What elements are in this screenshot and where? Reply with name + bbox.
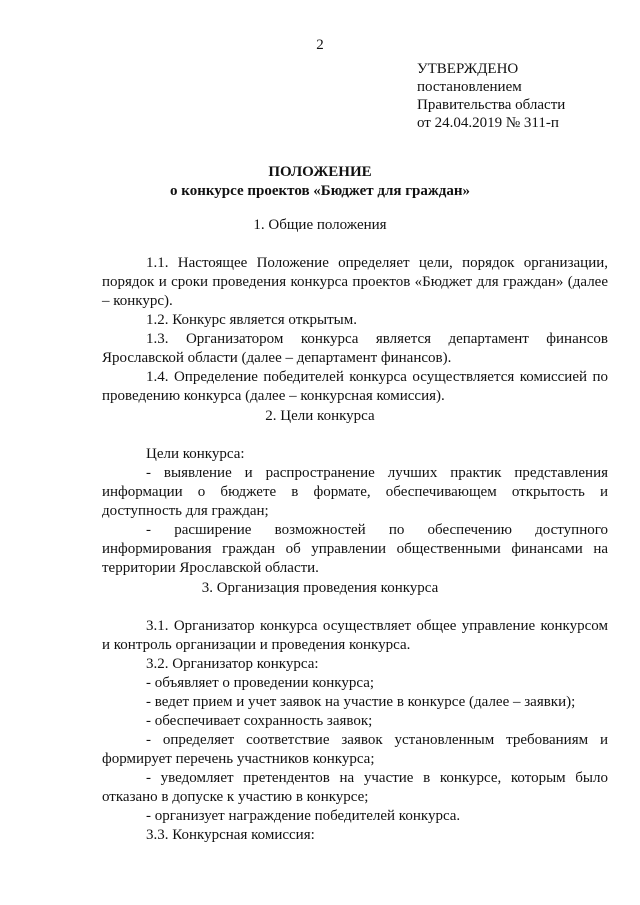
list-item: - уведомляет претендентов на участие в конкурсе, которым было отказано в допуске к участию в конкурсе;	[102, 770, 608, 805]
paragraph: - расширение возможностей по обеспечению доступного информирования граждан об управлении общественными финансами на территории Ярославской области.	[102, 522, 608, 576]
list-item: - объявляет о проведении конкурса;	[146, 675, 375, 691]
approval-line: Правительства области	[417, 97, 566, 113]
list-item: - обеспечивает сохранность заявок;	[146, 713, 373, 729]
section-heading-organization: 3. Организация проведения конкурса	[201, 580, 439, 596]
paragraph: 3.3. Конкурсная комиссия:	[146, 827, 315, 843]
section-body-goals	[102, 445, 608, 578]
list-item: - определяет соответствие заявок установленным требованиям и формирует перечень участников конкурса;	[102, 732, 608, 767]
page-number: 2	[316, 37, 324, 53]
approval-stamp	[417, 60, 627, 132]
document-title	[0, 163, 640, 201]
approval-line: постановлением	[417, 79, 522, 95]
paragraph: 3.1. Организатор конкурса осуществляет общее управление конкурсом и контроль организации и проведения конкурса.	[102, 618, 608, 653]
paragraph: 1.3. Организатором конкурса является департамент финансов Ярославской области (далее – департамент финансов).	[102, 331, 608, 366]
paragraph: Цели конкурса:	[146, 446, 245, 462]
section-body-organization	[102, 617, 608, 845]
list-item: - организует награждение победителей конкурса.	[146, 808, 461, 824]
section-body-general	[102, 254, 608, 406]
section-heading-general: 1. Общие положения	[253, 217, 387, 233]
paragraph: 1.2. Конкурс является открытым.	[146, 312, 357, 328]
document-title-line2: о конкурсе проектов «Бюджет для граждан»	[170, 183, 470, 199]
paragraph: 3.2. Организатор конкурса:	[146, 656, 319, 672]
approval-line: УТВЕРЖДЕНО	[417, 61, 519, 77]
paragraph: - выявление и распространение лучших практик представления информации о бюджете в формате, обеспечивающем открытость и доступность для граждан;	[102, 465, 608, 519]
document-title-line1: ПОЛОЖЕНИЕ	[268, 164, 372, 180]
approval-line: от 24.04.2019 № 311-п	[417, 115, 559, 131]
paragraph: 1.4. Определение победителей конкурса осуществляется комиссией по проведению конкурса (далее – конкурсная комиссия).	[102, 369, 608, 404]
list-item: - ведет прием и учет заявок на участие в конкурсе (далее – заявки);	[146, 694, 576, 710]
section-heading-goals: 2. Цели конкурса	[265, 408, 375, 424]
paragraph: 1.1. Настоящее Положение определяет цели, порядок организации, порядок и сроки проведения конкурса проектов «Бюджет для граждан» (далее – конкурс).	[102, 255, 608, 309]
